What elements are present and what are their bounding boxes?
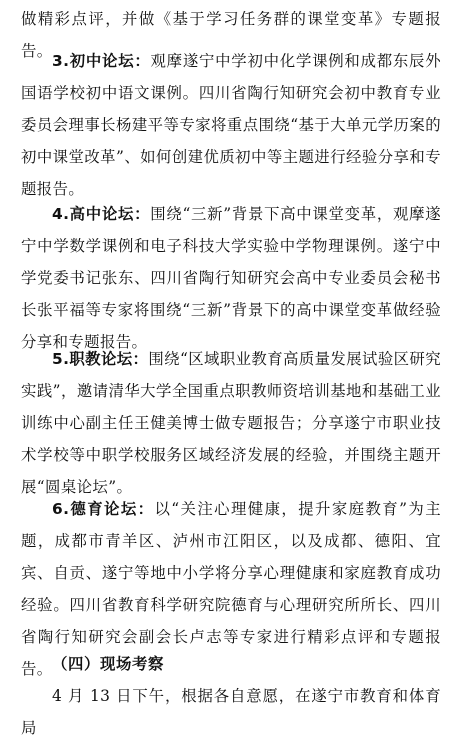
vocational-forum-paragraph: [21, 343, 441, 503]
junior-high-forum-label: 3.初中论坛：: [52, 52, 151, 70]
section-heading-site-visit: （四）现场考察: [52, 655, 164, 673]
junior-high-forum-paragraph: [21, 45, 441, 205]
vocational-forum-label: 5.职教论坛：: [52, 350, 149, 368]
senior-high-forum-paragraph: [21, 198, 441, 358]
closing-paragraph: 4 月 13 日下午，根据各自意愿，在遂宁市教育和体育局: [21, 687, 441, 737]
vocational-forum-text: 围绕“区域职业教育高质量发展试验区研究实践”，邀请清华大学全国重点职教师资培训基地和基础工业训练中心副主任王健美博士做专题报告；分享遂宁市职业技术学校等中职学校服务区域经济发展的经验，并围绕主题开展“圆桌论坛”。: [21, 350, 441, 496]
moral-education-forum-label: 6.德育论坛：: [52, 500, 155, 518]
junior-high-forum-text: 观摩遂宁中学初中化学课例和成都东辰外国语学校初中语文课例。四川省陶行知研究会初中教育专业委员会理事长杨建平等专家将重点围绕“基于大单元学历案的初中课堂改革”、如何创建优质初中等主题进行经验分享和专题报告。: [21, 52, 441, 198]
senior-high-forum-label: 4.高中论坛：: [52, 205, 151, 223]
intro-tail-paragraph: 做精彩点评，并做《基于学习任务群的课堂变革》专题报告。: [21, 10, 441, 60]
moral-education-forum-text: 以“关注心理健康，提升家庭教育”为主题，成都市青羊区、泸州市江阳区，以及成都、德阳、宜宾、自贡、遂宁等地中小学将分享心理健康和家庭教育成功经验。四川省教育科学研究院德育与心理研究所所长、四川省陶行知研究会副会长卢志等专家进行精彩点评和专题报告。: [21, 500, 442, 678]
senior-high-forum-text: 围绕“三新”背景下高中课堂变革，观摩遂宁中学数学课例和电子科技大学实验中学物理课例。遂宁中学党委书记张东、四川省陶行知研究会高中专业委员会秘书长张平福等专家将围绕“三新”背景下的高中课堂变革做经验分享和专题报告。: [21, 205, 441, 351]
